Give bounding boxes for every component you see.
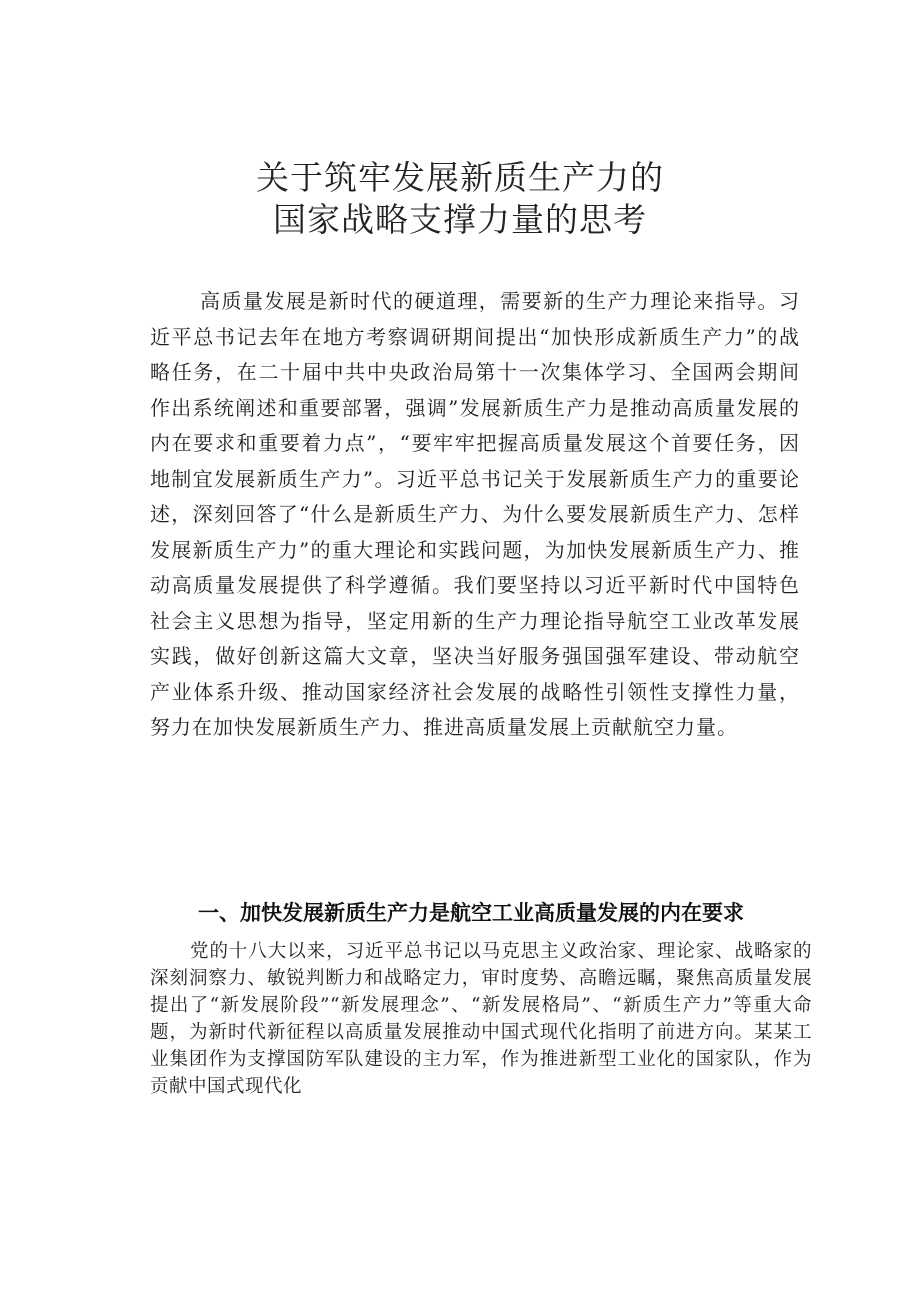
intro-paragraph: 高质量发展是新时代的硬道理，需要新的生产力理论来指导。习近平总书记去年在地方考察调研期间提出“加快形成新质生产力”的战略任务，在二十届中共中央政治局第十一次集体学习、全国两会期间作出系统阐述和重要部署，强调”发展新质生产力是推动高质量发展的内在要求和重要着力点”，“要牢牢把握高质量发展这个首要任务，因地制宜发展新质生产力”。习近平总书记关于发展新质生产力的重要论述，深刻回答了“什么是新质生产力、为什么要发展新质生产力、怎样发展新质生产力”的重大理论和实践问题，为加快发展新质生产力、推动高质量发展提供了科学遵循。我们要坚持以习近平新时代中国特色社会主义思想为指导，坚定用新的生产力理论指导航空工业改革发展实践，做好创新这篇大文章，坚决当好服务强国强军建设、带动航空产业体系升级、推动国家经济社会发展的战略性引领性支撑性力量，努力在加快发展新质生产力、推进高质量发展上贡献航空力量。 xyxy=(150,289,800,739)
section-heading-1: 一、加快发展新质生产力是航空工业高质量发展的内在要求 xyxy=(198,901,744,925)
document-title-line-1: 关于筑牢发展新质生产力的 xyxy=(256,158,664,197)
section-1-paragraph: 党的十八大以来，习近平总书记以马克思主义政治家、理论家、战略家的深刻洞察力、敏锐判断力和战略定力，审时度势、高瞻远瞩，聚焦高质量发展提出了“新发展阶段”“新发展理念”、“新发展格局”、“新质生产力”等重大命题，为新时代新征程以高质量发展推动中国式现代化指明了前进方向。某某工业集团作为支撑国防军队建设的主力军，作为推进新型工业化的国家队，作为贡献中国式现代化 xyxy=(150,941,812,1097)
document-title-line-2: 国家战略支撑力量的思考 xyxy=(273,200,647,239)
